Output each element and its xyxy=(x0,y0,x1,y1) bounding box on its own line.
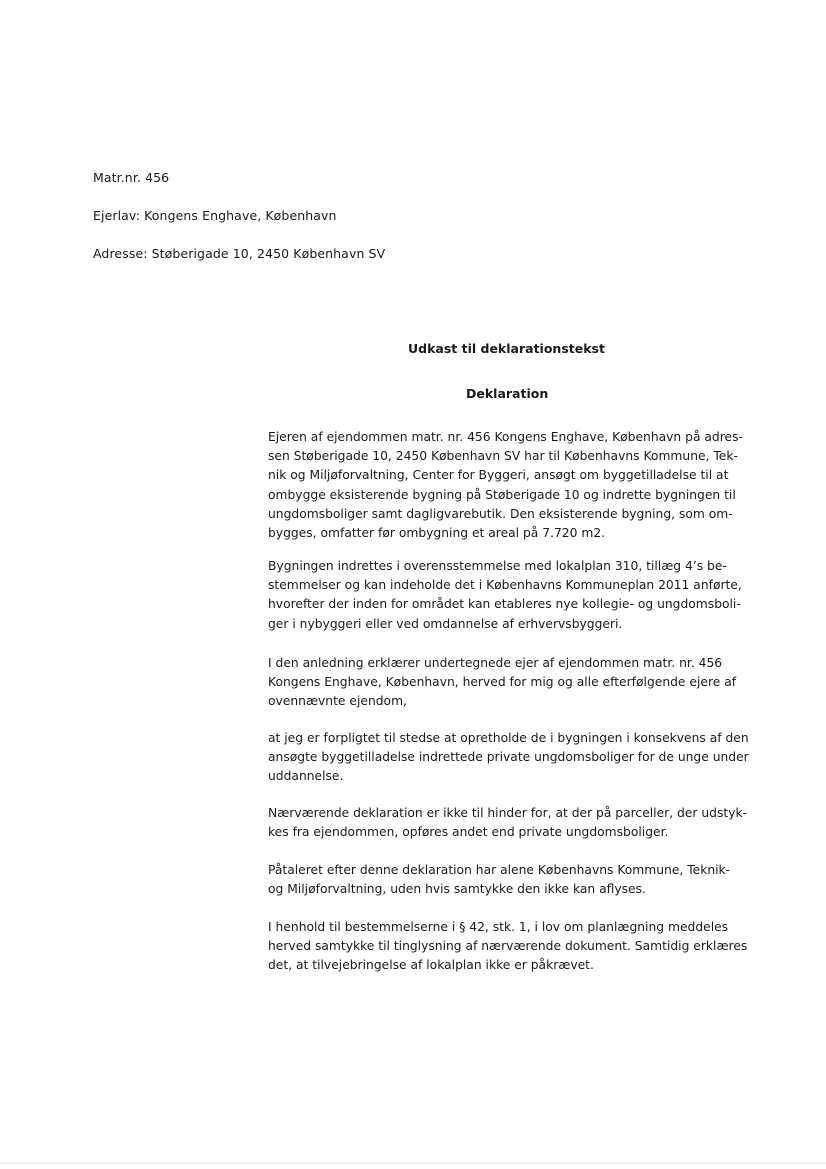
paragraph-line: det, at tilvejebringelse af lokalplan ikke er påkrævet. xyxy=(268,958,594,973)
paragraph-7 xyxy=(268,918,748,976)
paragraph-line: ungdomsboliger samt dagligvarebutik. Den eksisterende bygning, som om- xyxy=(268,506,733,521)
paragraph-1 xyxy=(268,428,748,543)
paragraph-6 xyxy=(268,861,748,899)
paragraph-line: ger i nybyggeri eller ved omdannelse af erhvervsbyggeri. xyxy=(268,616,623,631)
paragraph-line: stemmelser og kan indeholde det i Københavns Kommuneplan 2011 anførte, xyxy=(268,578,742,593)
paragraph-2 xyxy=(268,557,748,634)
document-subtitle: Deklaration xyxy=(466,386,549,401)
paragraph-line: ovennævnte ejendom, xyxy=(268,694,407,709)
paragraph-line: kes fra ejendommen, opføres andet end private ungdomsboliger. xyxy=(268,825,669,840)
matr-nr: Matr.nr. 456 xyxy=(93,170,170,185)
paragraph-line: I den anledning erklærer undertegnede ejer af ejendommen matr. nr. 456 xyxy=(268,656,723,670)
paragraph-line: Påtaleret efter denne deklaration har alene Københavns Kommune, Teknik- xyxy=(268,863,731,877)
paragraph-3 xyxy=(268,654,748,712)
paragraph-line: uddannelse. xyxy=(268,769,344,784)
paragraph-line: at jeg er forpligtet til stedse at opretholde de i bygningen i konsekvens af den xyxy=(268,731,749,745)
page-bottom-edge xyxy=(0,1163,826,1164)
paragraph-line: sen Støberigade 10, 2450 København SV har til Københavns Kommune, Tek- xyxy=(268,449,738,464)
document-title: Udkast til deklarationstekst xyxy=(408,341,605,356)
paragraph-5 xyxy=(268,804,748,842)
paragraph-line: Kongens Enghave, København, herved for mig og alle efterfølgende ejere af xyxy=(268,675,737,690)
paragraph-line: Ejeren af ejendommen matr. nr. 456 Kongens Enghave, København på adres- xyxy=(268,430,743,444)
ejerlav: Ejerlav: Kongens Enghave, København xyxy=(93,208,337,223)
paragraph-line: nik og Miljøforvaltning, Center for Byggeri, ansøgt om byggetilladelse til at xyxy=(268,468,729,483)
paragraph-4 xyxy=(268,729,748,787)
paragraph-line: og Miljøforvaltning, uden hvis samtykke den ikke kan aflyses. xyxy=(268,882,646,897)
paragraph-line: ansøgte byggetilladelse indrettede private ungdomsboliger for de unge under xyxy=(268,750,749,765)
paragraph-line: herved samtykke til tinglysning af nærværende dokument. Samtidig erklæres xyxy=(268,939,748,954)
paragraph-line: ombygge eksisterende bygning på Støberigade 10 og indrette bygningen til xyxy=(268,487,736,502)
paragraph-line: Bygningen indrettes i overensstemmelse med lokalplan 310, tillæg 4’s be- xyxy=(268,559,727,573)
paragraph-line: hvorefter der inden for området kan etableres nye kollegie- og ungdomsboli- xyxy=(268,597,741,612)
paragraph-line: bygges, omfatter før ombygning et areal på 7.720 m2. xyxy=(268,526,606,541)
adresse: Adresse: Støberigade 10, 2450 København SV xyxy=(93,246,386,261)
paragraph-line: I henhold til bestemmelserne i § 42, stk. 1, i lov om planlægning meddeles xyxy=(268,920,729,934)
paragraph-line: Nærværende deklaration er ikke til hinder for, at der på parceller, der udstyk- xyxy=(268,806,748,820)
